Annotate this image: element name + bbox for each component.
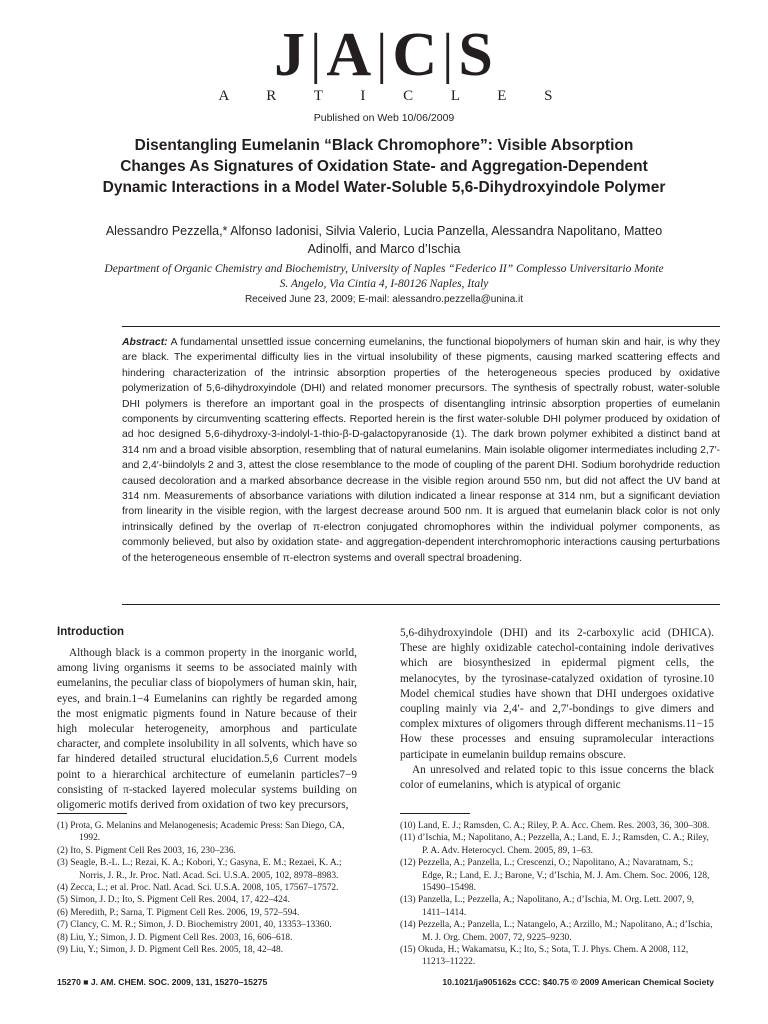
body-column-left: Although black is a common property in the inorganic world, among living organisms it seems to be associated mainly with eumelanins, the peculiar class of biopolymers of human skin, hair, eyes, and brain.1−4 Eumelanins can rightly be regarded among the most enigmatic pigments found in Nature because of their high molecular heterogeneity, amorphous and particulate character, and complete insolubility in all solvents, which have so far hindered detailed structural elucidation.5,6 Current models point to a hierarchical architecture of eumelanin particles7−9 consisting of π-stacked layered molecular systems building on oligomeric motifs derived from oxidation of two key precursors,: [57, 647, 357, 812]
affiliation: Department of Organic Chemistry and Biochemistry, University of Naples “Federico II” Complesso Universitario Monte S. Angelo, Via Cintia 4, I-80126 Naples, Italy: [104, 263, 664, 290]
logo-letter: A: [326, 21, 373, 89]
section-label: A R T I C L E S: [218, 88, 570, 104]
section-heading-introduction: Introduction: [57, 626, 125, 638]
journal-masthead: [0, 21, 768, 105]
published-date: Published on Web 10/06/2009: [313, 112, 455, 124]
reference-item: (11) d’Ischia, M.; Napolitano, A.; Pezzella, A.; Land, E. J.; Ramsden, C. A.; Riley, P. A. Adv. Heterocycl. Chem. 2005, 89, 1–63.: [400, 833, 709, 856]
reference-item: (5) Simon, J. D.; Ito, S. Pigment Cell Res. 2004, 17, 422–424.: [57, 895, 290, 906]
logo-letter: C: [392, 21, 439, 89]
reference-item: (7) Clancy, C. M. R.; Simon, J. D. Biochemistry 2001, 40, 13353–13360.: [57, 920, 332, 931]
reference-item: (13) Panzella, L.; Pezzella, A.; Napolitano, A.; d’Ischia, M. Org. Lett. 2007, 9, 1411–1414.: [400, 895, 695, 918]
reference-item: (8) Liu, Y.; Simon, J. D. Pigment Cell Res. 2003, 16, 606–618.: [57, 932, 293, 943]
journal-logo: J|A|C|S: [274, 21, 494, 89]
body-column-right: [400, 626, 714, 793]
footer-doi: 10.1021/ja905162s CCC: $40.75 © 2009 American Chemical Society: [442, 977, 714, 987]
references-right: [400, 820, 714, 969]
body-paragraph: An unresolved and related topic to this issue concerns the black color of eumelanins, which is atypical of organic: [400, 763, 714, 792]
reference-item: (2) Ito, S. Pigment Cell Res 2003, 16, 230–236.: [57, 845, 236, 856]
footer-citation: 15270 ■ J. AM. CHEM. SOC. 2009, 131, 15270–15275: [57, 977, 268, 987]
abstract-text: A fundamental unsettled issue concerning eumelanins, the functional biopolymers of human skin and hair, is why they are black. The experimental difficulty lies in the virtual insolubility of these pigments, causing marked scattering effects and hindering characterization of the intrinsic absorption properties of the heterogeneous species produced by oxidative polymerization of 5,6-dihydroxyindole (DHI) and related monomer precursors. The synthesis of spectrally robust, water-soluble DHI polymers is therefore an important goal in the prospects of disentangling intrinsic absorption properties of eumelanin components by circumventing scattering effects. Reported herein is the first water-soluble DHI polymer produced by oxidation of ad hoc designed 5,6-dihydroxy-3-indolyl-1-thio-β-D-galactopyranoside (1). The dark brown polymer exhibited a distinct band at 314 nm and a broad visible absorption, resembling that of natural eumelanins. Main isolable oligomer intermediates including 2,7′- and 2,4′-biindolyls 2 and 3, attest the close resemblance to the mode of coupling of the parent DHI. Sodium borohydride reduction caused decoloration and a marked absorbance decrease in the visible region around 550 nm, but did not affect the UV band at 314 nm. Measurements of absorbance variations with dilution indicated a linear response at 314 nm, but a significant deviation from linearity in the visible region, with the largest decrease around 500 nm. It is argued that eumelanin black color is not only intrinsically defined by the overlap of π-electron conjugated chromophores within the individual polymer components, as commonly believed, but also by oxidation state- and aggregation-dependent interchromophoric interactions causing perturbations of the heterogeneous ensemble of π-electron systems and overall spectral broadening.: [122, 337, 720, 564]
reference-item: (10) Land, E. J.; Ramsden, C. A.; Riley, P. A. Acc. Chem. Res. 2003, 36, 300–308.: [400, 821, 710, 831]
footnote-rule-right: [400, 813, 470, 814]
received-line: Received June 23, 2009; E-mail: alessandro.pezzella@unina.it: [244, 294, 524, 305]
references-left: [57, 820, 362, 956]
reference-item: (3) Seagle, B.-L. L.; Rezai, K. A.; Kobori, Y.; Gasyna, E. M.; Rezaei, K. A.; Norris, J. R., Jr. Proc. Natl. Acad. Sci. U.S.A. 2005, 102, 8978–8983.: [57, 858, 342, 881]
reference-item: (12) Pezzella, A.; Panzella, L.; Crescenzi, O.; Napolitano, A.; Navaratnam, S.; Edge, R.; Land, E. J.; Barone, V.; d’Ischia, M. J. Am. Chem. Soc. 2006, 128, 15490–15498.: [400, 858, 710, 894]
reference-item: (14) Pezzella, A.; Panzella, L.; Natangelo, A.; Arzillo, M.; Napolitano, A.; d’Ischia, M. J. Org. Chem. 2007, 72, 9225–9230.: [400, 920, 713, 943]
abstract-bottom-rule: [122, 604, 720, 605]
abstract-block: [122, 335, 720, 566]
reference-item: (15) Okuda, H.; Wakamatsu, K.; Ito, S.; Sota, T. J. Phys. Chem. A 2008, 112, 11213–11222.: [400, 945, 689, 968]
abstract-label: Abstract:: [122, 337, 168, 348]
body-paragraph: 5,6-dihydroxyindole (DHI) and its 2-carboxylic acid (DHICA). These are highly oxidizable catechol-containing indole derivatives which are biosynthesized in epidermal pigment cells, the melanocytes, by the tyrosinase-catalyzed oxidation of tyrosine.10 Model chemical studies have shown that DHI undergoes oxidative coupling mainly via 2,4′- and 2,7′-bondings to give dimers and complex mixtures of oligomers through different mechanisms.11−15 How these processes and ensuing supramolecular interactions participate in eumelanin buildup remains obscure.: [400, 627, 714, 761]
reference-item: (9) Liu, Y.; Simon, J. D. Pigment Cell Res. 2005, 18, 42–48.: [57, 945, 284, 956]
logo-letter: J: [274, 21, 307, 89]
author-list: Alessandro Pezzella,* Alfonso Iadonisi, Silvia Valerio, Lucia Panzella, Alessandra Napolitano, Matteo Adinolfi, and Marco d’Ischia: [105, 224, 663, 256]
footnote-rule-left: [57, 813, 127, 814]
abstract-top-rule: [122, 326, 720, 327]
reference-item: (1) Prota, G. Melanins and Melanogenesis; Academic Press: San Diego, CA, 1992.: [57, 821, 345, 844]
reference-item: (4) Zecca, L.; et al. Proc. Natl. Acad. Sci. U.S.A. 2008, 105, 17567–17572.: [57, 883, 339, 894]
reference-item: (6) Meredith, P.; Sarna, T. Pigment Cell Res. 2006, 19, 572–594.: [57, 907, 300, 918]
article-title: Disentangling Eumelanin “Black Chromophore”: Visible Absorption Changes As Signatures of Oxidation State- and Aggregation-Dependent Dynamic Interactions in a Model Water-Soluble 5,6-Dihydroxyindole Polymer: [102, 137, 666, 196]
logo-letter: S: [458, 21, 494, 89]
